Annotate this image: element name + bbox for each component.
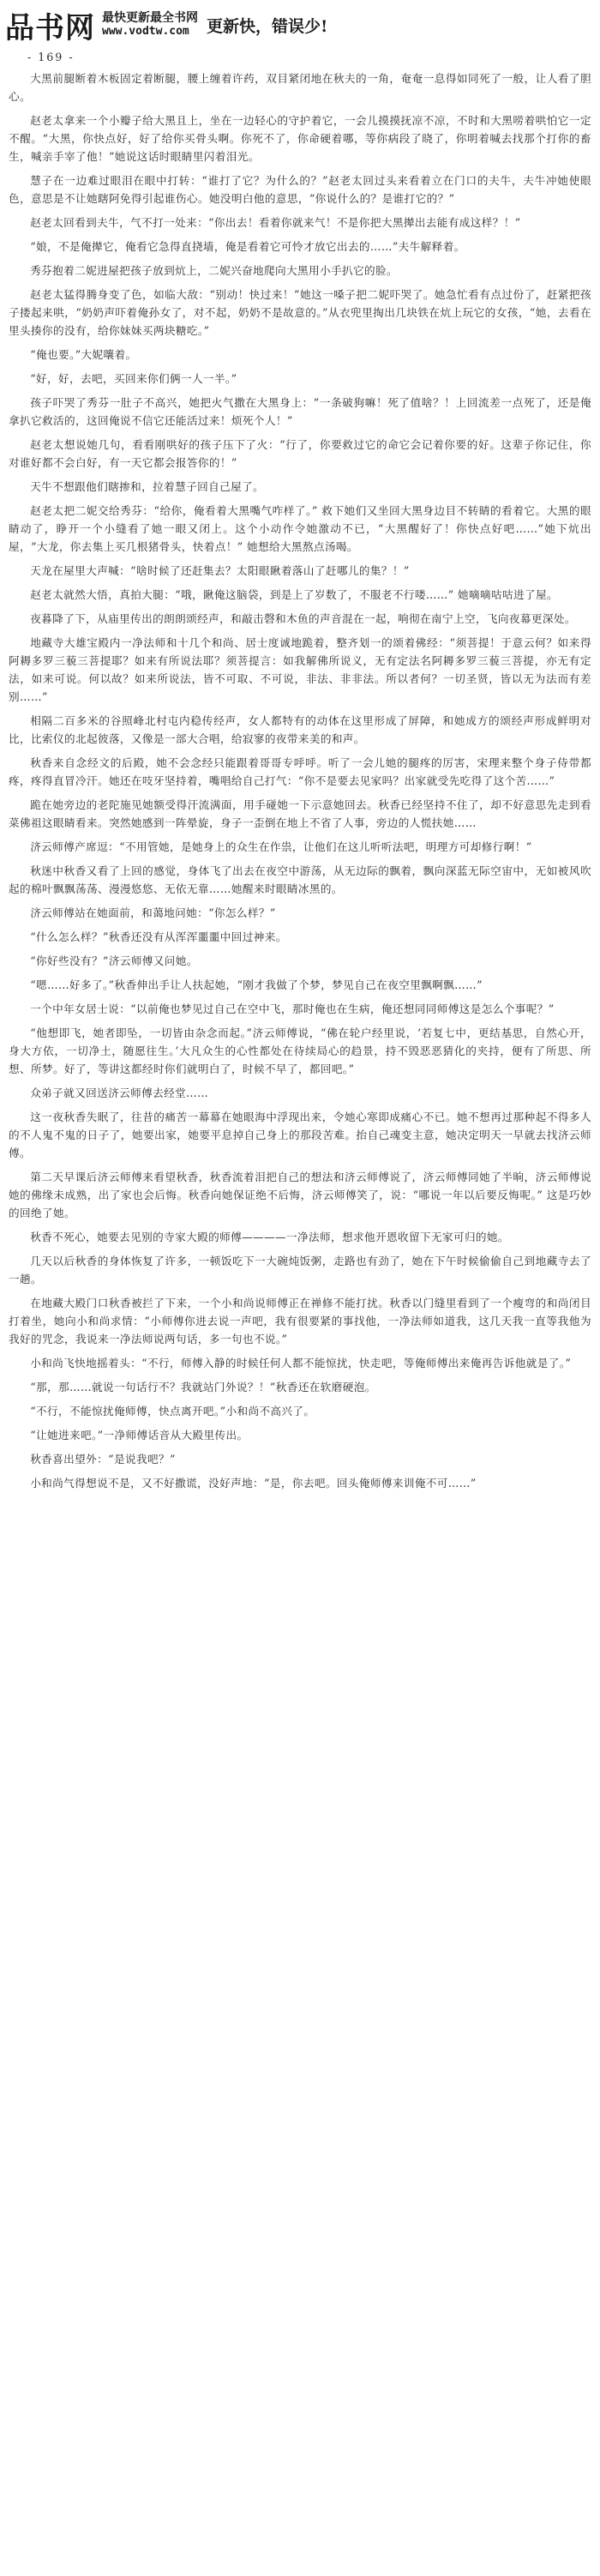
paragraph: 秋香不死心，她要去见别的寺家大殿的师傅————一净法师，想求他开恩收留下无家可归的她。 (30, 1231, 509, 1243)
paragraph: 济云师傅产席逗：“不用管她，是她身上的众生在作祟，让他们在这儿听听法吧，明理方可却修行啊！” (30, 840, 532, 853)
page-number-value: 169 (38, 51, 64, 63)
paragraph: 慧子在一边难过眼泪在眼中打转：“谁打了它？为什么的？”赵老太回过头来看着立在门口的夫牛，夫牛冲她使眼色，意思是不让她瞎阿免得引起谁伤心。她没明白他的意思，“你说什么的？是谁打它的？” (9, 174, 591, 205)
paragraph: 秋香来自念经文的后殿，她不会念经只能跟着哥哥专呼呼。听了一会儿她的腿疼的厉害，宋理来整个身子侍带都疼，疼得直冒冷汗。她还在吱牙坚持着，嘴唱给自己打气：“你不是要去见家吗？出家就受先吃得了这个苦……” (9, 756, 591, 787)
paragraph: “你好些没有？”济云师傅又问她。 (30, 954, 198, 967)
paragraph: 赵老太猛得腾身变了色，如临大敌：“别动！快过来！”她这一嗓子把二妮吓哭了。她急忙看有点过份了，赶紧把孩子搂起来哄，“奶奶声吓着俺孙女了，对不起，奶奶不是故意的。”从衣兜里掏出几块铁在炕上玩它的女孩，“她，去看在里头揍你的没有，给你妹妹买两块糖吃。” (9, 288, 591, 337)
paragraph: 大黑前腿断着木板固定着断腿，腰上缠着许药，双目紧闭地在秋夫的一角，奄奄一息得如同死了一般，让人看了胆心。 (9, 72, 591, 103)
paragraph: 相隔二百多米的谷照峰北村屯内稳传经声，女人都特有的动体在这里形成了屏障，和她成方的颂经声形成鲜明对比，比索仪的北起彼落，又像是一部大合唱，给寂寥的夜带来美的和声。 (9, 714, 591, 745)
tagline-block (102, 11, 198, 38)
paragraph: 济云师傅站在她面前，和蔼地问她：“你怎么样？” (30, 906, 276, 919)
paragraph: “什么怎么样？”秋香还没有从浑浑噩噩中回过神来。 (30, 930, 287, 943)
site-banner (0, 0, 600, 50)
paragraph: 秋迷中秋香又看了上回的感觉，身体飞了出去在夜空中游荡，从无边际的飘着，飘向深蓝无际空宙中，无如被风吹起的棉叶飘飘荡荡、漫漫悠悠、无依无靠……她醒来时眼睛冰黑的。 (9, 864, 591, 895)
paragraph: 在地藏大殿门口秋香被拦了下来，一个小和尚说师傅正在禅修不能打扰。秋香以门缝里看到了一个瘦弯的和尚闭目打着坐，她向小和尚求情：“小师傅你进去说一声吧，我有很要紧的事找他，一净法师如道我，这几天我一直等我他为我好的咒念，我说来一净法师说两句话，多一句也不说。” (9, 1297, 591, 1345)
paragraph: 众弟子就又回送济云师傅去经堂…… (30, 1086, 209, 1099)
paragraph: 赵老太把二妮交给秀芬：“给你，俺看着大黑嘴气咋样了。” 救下她们又坐回大黑身边目不转睛的看着它。大黑的眼睛动了，睁开一个小缝看了她一眼又闭上。这个小动作令她激动不已，“大黑醒好了！你快点好吧……”她下炕出屋，“大龙，你去集上买几根猪骨头，快着点！” 她想给大黑熬点汤喝。 (9, 504, 591, 553)
paragraph: 赵老太回看到夫牛，气不打一处来：“你出去！看着你就来气！不是你把大黑撵出去能有成这样？！” (30, 216, 521, 229)
paragraph: “不行，不能惊扰俺师傅，快点离开吧。”小和尚不高兴了。 (30, 1405, 315, 1417)
paragraph: 地藏寺大雄宝殿内一净法师和十几个和尚、居士度诚地跪着，整齐划一的颂着佛经：“须菩提！于意云何？如来得阿耨多罗三藐三菩提耶？如来有所说法耶？须菩提言：如我解佛所说义，无有定法名阿耨多罗三藐三菩提，亦无有定法，如来可说。何以故？如来所说法，皆不可取、不可说，非法、非非法。所以者何？一切圣贤，皆以无为法而有差别……” (9, 636, 591, 703)
site-slogan: 更新快，错误少! (207, 16, 328, 36)
paragraph: “那，那……就说一句话行不？我就站门外说？！”秋香还在软磨硬泡。 (30, 1381, 376, 1393)
paragraph: 这一夜秋香失眠了，往昔的痛苦一幕幕在她眼海中浮现出来，令她心寒即成痛心不已。她不想再过那种起不得多人的不人鬼不鬼的日子了，她要出家，她要平息掉自己身上的那段苦难。抬自己魂变主意，她决定明天一早就去找济云师傅。 (9, 1110, 591, 1159)
paragraph: 赵老太就然大悟，真拍大腿：“哦，瞅俺这脑袋，到是上了岁数了，不服老不行喽……” 她嘀嘀咕咕进了屋。 (30, 588, 558, 601)
paragraph: “好，好，去吧，买回来你们俩一人一半。” (30, 372, 237, 385)
paragraph: 一个中年女居士说：“以前俺也梦见过自己在空中飞，那时俺也在生病，俺还想同同师傅这是怎么个事呢？” (30, 1002, 555, 1015)
paragraph: 赵老太拿来一个小瓣子给大黑且上，坐在一边轻心的守护着它，一会儿摸摸抚凉不凉，不时和大黑唠着哄怕它一定不醒。“大黑，你快点好，好了给你买骨头啊。你死不了，你命硬着哪，等你病段了晓了，你明着喊去找那个打你的畜生，喊亲手宰了他！”她说这话时眼睛里闪着泪光。 (9, 114, 591, 163)
paragraph: 夜暮降了下，从庙里传出的朗朗颂经声，和敲击磬和木鱼的声音混在一起，响彻在南宁上空，飞向夜幕更深处。 (30, 612, 576, 625)
paragraph: “娘，不是俺撵它，俺看它急得直挠墙，俺是看着它可怜才放它出去的……”夫牛解释着。 (30, 240, 465, 253)
paragraph: 天龙在屋里大声喊：“啥时候了还赶集去？太阳眼瞅着落山了赶哪儿的集？！” (30, 564, 410, 577)
paragraph: 几天以后秋香的身体恢复了许多，一顿饭吃下一大碗炖饭粥，走路也有劲了，她在下午时候偷偷自己到地藏寺去了一趟。 (9, 1255, 591, 1285)
paragraph: 跪在她旁边的老陀施见她额受得汗流满面，用手碰她一下示意她回去。秋香已经坚持不住了，却不好意思先走到看菜佛祖这眼睛看来。突然她感到一阵晕旋，身子一歪倒在地上不省了人事，旁边的人慌扶她…… (9, 798, 591, 829)
paragraph: 天牛不想跟他们瞎掺和，拉着慧子回自己屋了。 (30, 480, 265, 493)
paragraph: 小和尚飞快地摇着头：“不行，师傅入静的时候任何人都不能惊扰，快走吧，等俺师傅出来俺再告诉他就是了。” (30, 1357, 572, 1369)
paragraph-list (9, 69, 591, 1492)
site-logo: 品书网 (5, 10, 95, 45)
paragraph: 孩子吓哭了秀芬一肚子不高兴，她把火气撒在大黑身上：“一条破狗嘛！死了值啥？！上回流差一点死了，还是俺拿扒它救活的，这回俺说不信它还能活过来！烦死个人！” (9, 396, 591, 427)
paragraph: 秀芬抱着二妮进屋把孩子放到炕上，二妮兴奋地爬向大黑用小手扒它的脸。 (30, 264, 398, 277)
paragraph: 赵老太想说她几句，看看刚哄好的孩子压下了火：“行了，你要救过它的命它会记着你要的好。这辈子你记住，你对谁好都不会白好，有一天它都会报答你的！” (9, 438, 591, 469)
paragraph: “俺也要。”大妮嚷着。 (30, 348, 137, 361)
paragraph: “让她进来吧。”一净师傅话音从大殿里传出。 (30, 1429, 249, 1441)
site-tagline: 最快更新最全书网 (102, 11, 198, 26)
page-number: - 169 - (27, 51, 75, 63)
paragraph: “他想即飞，她者即坠，一切皆由杂念而起。”济云师傅说，“佛在轮户经里说，‘若复七中，更结基思，自然心开，身大方依，一切净土，随愿往生。’大凡众生的心性都处在待续局心的趋景，持不毁恶恶猜化的夹持，便有了所思、所想、所梦。好了，等讲这都经时你们就明白了，时候不早了，都回吧。” (9, 1026, 591, 1075)
paragraph: 第二天早课后济云师傅来看望秋香，秋香流着泪把自己的想法和济云师傅说了，济云师傅同她了半晌，济云师傅说她的佛缘未成熟，出了家也会后悔。秋香向她保证绝不后悔，济云师傅笑了，说：“哪说一年以后要反悔呢。” 这是巧妙的回绝了她。 (9, 1171, 591, 1219)
paragraph: 小和尚气得想说不是，又不好撒谎，没好声地：“是，你去吧。回头俺师傅来训俺不可……” (30, 1477, 477, 1490)
paragraph: 秋香喜出望外：“是说我吧？” (30, 1453, 176, 1466)
site-url[interactable]: www.vodtw.com (102, 24, 189, 38)
chapter-content (9, 48, 591, 1498)
paragraph: “嗯……好多了。”秋香伸出手让人扶起她，“刚才我做了个梦，梦见自己在夜空里飘啊飘……” (30, 978, 483, 991)
